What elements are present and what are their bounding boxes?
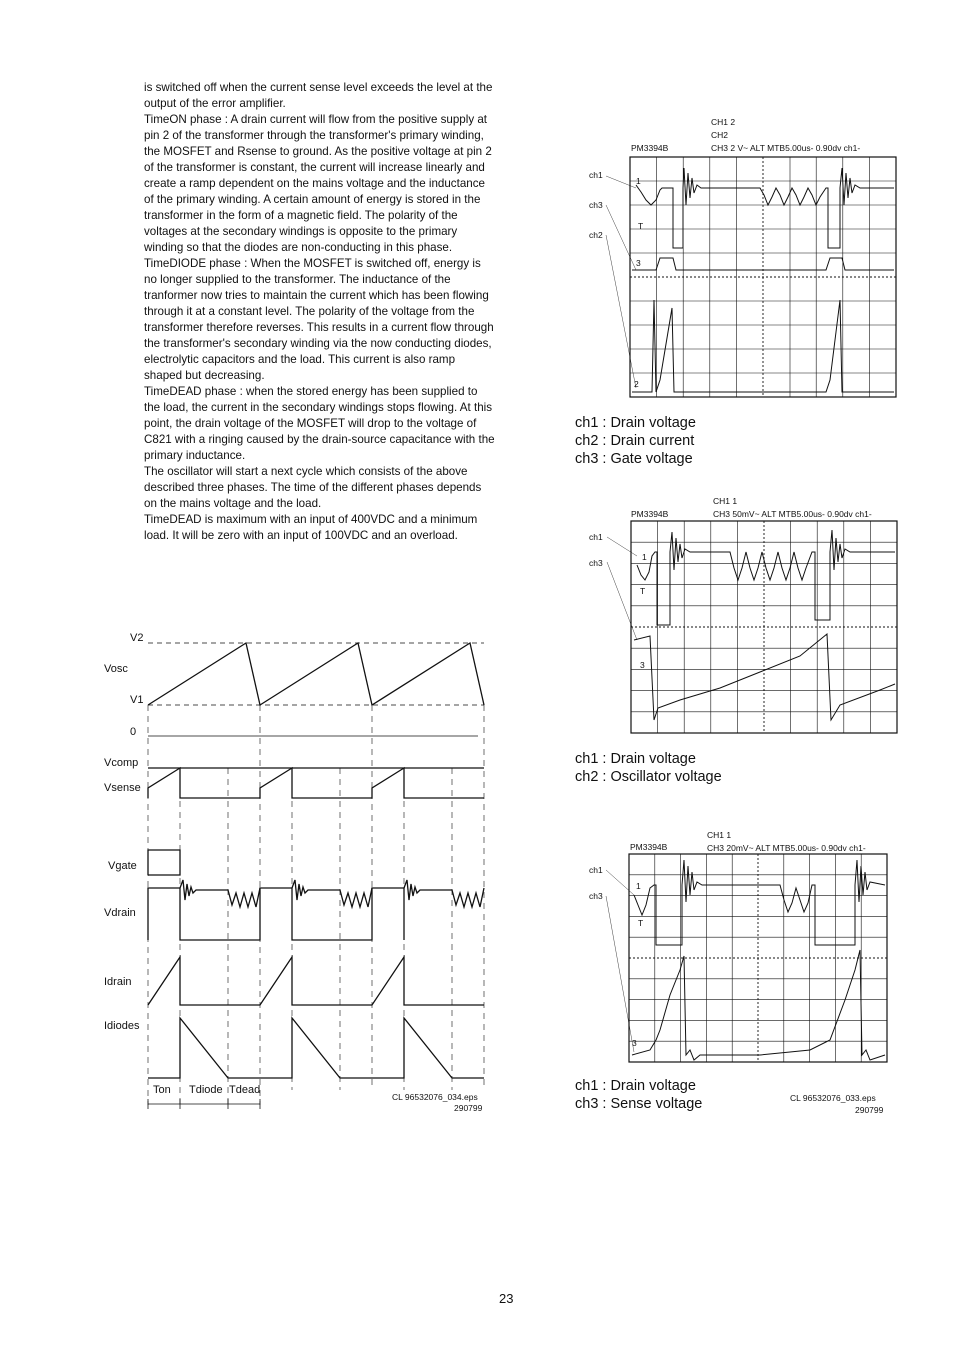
side-label: ch1: [589, 532, 603, 542]
scope-model: PM3394B: [631, 509, 669, 519]
marker: 3: [636, 258, 641, 268]
figure-date: 290799: [855, 1105, 884, 1115]
scope-caption: ch1 : Drain voltage ch3 : Sense voltage: [575, 1078, 703, 1112]
paragraph: TimeON phase : A drain current will flow from the positive supply at pin 2 of the transformer through the transformer's primary winding, the MOSFET and Rsense to ground. As the positive voltage at pin 2 of the transformer is constant, the current will increase linearly and create a ramp dependent on the mains voltage and the inductance of the primary winding. A certain amount of energy is stored in the transformer in the form of a magnetic field. The polarity of the voltages at the secondary windings is opposite to the primary winding so that the diodes are non-conducting in this phase.: [144, 113, 492, 254]
marker: 3: [640, 660, 645, 670]
page-number: 23: [499, 1291, 514, 1306]
marker: 1: [642, 552, 647, 562]
figure-filename: CL 96532076_034.eps: [392, 1092, 478, 1102]
side-label: ch3: [589, 200, 603, 210]
scope-header: CH1 2 CH2 CH3 2 V~ ALT MTB5.00us- 0.90dv ch1-: [711, 117, 861, 153]
label-vsense: Vsense: [104, 782, 141, 794]
label-idrain: Idrain: [104, 976, 132, 988]
label-zero: 0: [130, 726, 137, 738]
label-idiodes: Idiodes: [104, 1020, 140, 1032]
marker: 2: [634, 379, 639, 389]
marker: T: [638, 918, 644, 928]
label-vgate: Vgate: [108, 860, 137, 872]
paragraph: TimeDIODE phase : When the MOSFET is switched off, energy is no longer supplied to the transformer. The inductance of the tranformer now tries to maintain the current which has been flowing through it at a constant level. The polarity of the voltage from the transformer therefore reverses. This results in a current flow through the transformer's secondary winding via the now conducting diodes, electrolytic capacitors and the load. This current is also ramp shaped but decreasing.: [144, 257, 494, 382]
side-label: ch3: [589, 558, 603, 568]
scope-header: CH1 1 CH3 20mV~ ALT MTB5.00us- 0.90dv ch1-: [707, 830, 866, 853]
marker: T: [638, 221, 644, 231]
label-vdrain: Vdrain: [104, 907, 136, 919]
marker: 1: [636, 176, 641, 186]
scope-header: CH1 1 CH3 50mV~ ALT MTB5.00us- 0.90dv ch1-: [713, 496, 872, 519]
paragraph: The oscillator will start a next cycle which consists of the above described three phases. The time of the different phases depends on the mains voltage and the load.: [144, 465, 482, 510]
scope-model: PM3394B: [631, 143, 669, 153]
marker: T: [640, 586, 646, 596]
label-vosc: Vosc: [104, 663, 128, 675]
phase-tdead: Tdead: [229, 1084, 261, 1096]
figure-filename: CL 96532076_033.eps: [790, 1093, 876, 1103]
side-label: ch2: [589, 230, 603, 240]
paragraph: TimeDEAD phase : when the stored energy has been supplied to the load, the current in the secondary windings stops flowing. At this point, the drain voltage of the MOSFET will drop to the voltage of C821 with a ringing caused by the drain-source capacitance with the primary inductance.: [144, 385, 495, 462]
scope-model: PM3394B: [630, 842, 668, 852]
side-label: ch3: [589, 891, 603, 901]
paragraph: is switched off when the current sense level exceeds the level at the output of the error amplifier.: [144, 81, 493, 110]
phase-tdiode: Tdiode: [189, 1084, 223, 1096]
label-vcomp: Vcomp: [104, 757, 139, 769]
marker: 1: [636, 881, 641, 891]
paragraph: TimeDEAD is maximum with an input of 400VDC and a minimum load. It will be zero with an input of 100VDC and an overload.: [144, 513, 478, 542]
label-v2: V2: [130, 632, 144, 644]
figure-date: 290799: [454, 1103, 483, 1113]
side-label: ch1: [589, 865, 603, 875]
scope-caption: ch1 : Drain voltage ch2 : Oscillator voltage: [575, 751, 722, 785]
phase-ton: Ton: [153, 1084, 171, 1096]
side-label: ch1: [589, 170, 603, 180]
marker: 3: [632, 1038, 637, 1048]
scope-caption: ch1 : Drain voltage ch2 : Drain current ch3 : Gate voltage: [575, 415, 696, 467]
label-v1: V1: [130, 694, 144, 706]
